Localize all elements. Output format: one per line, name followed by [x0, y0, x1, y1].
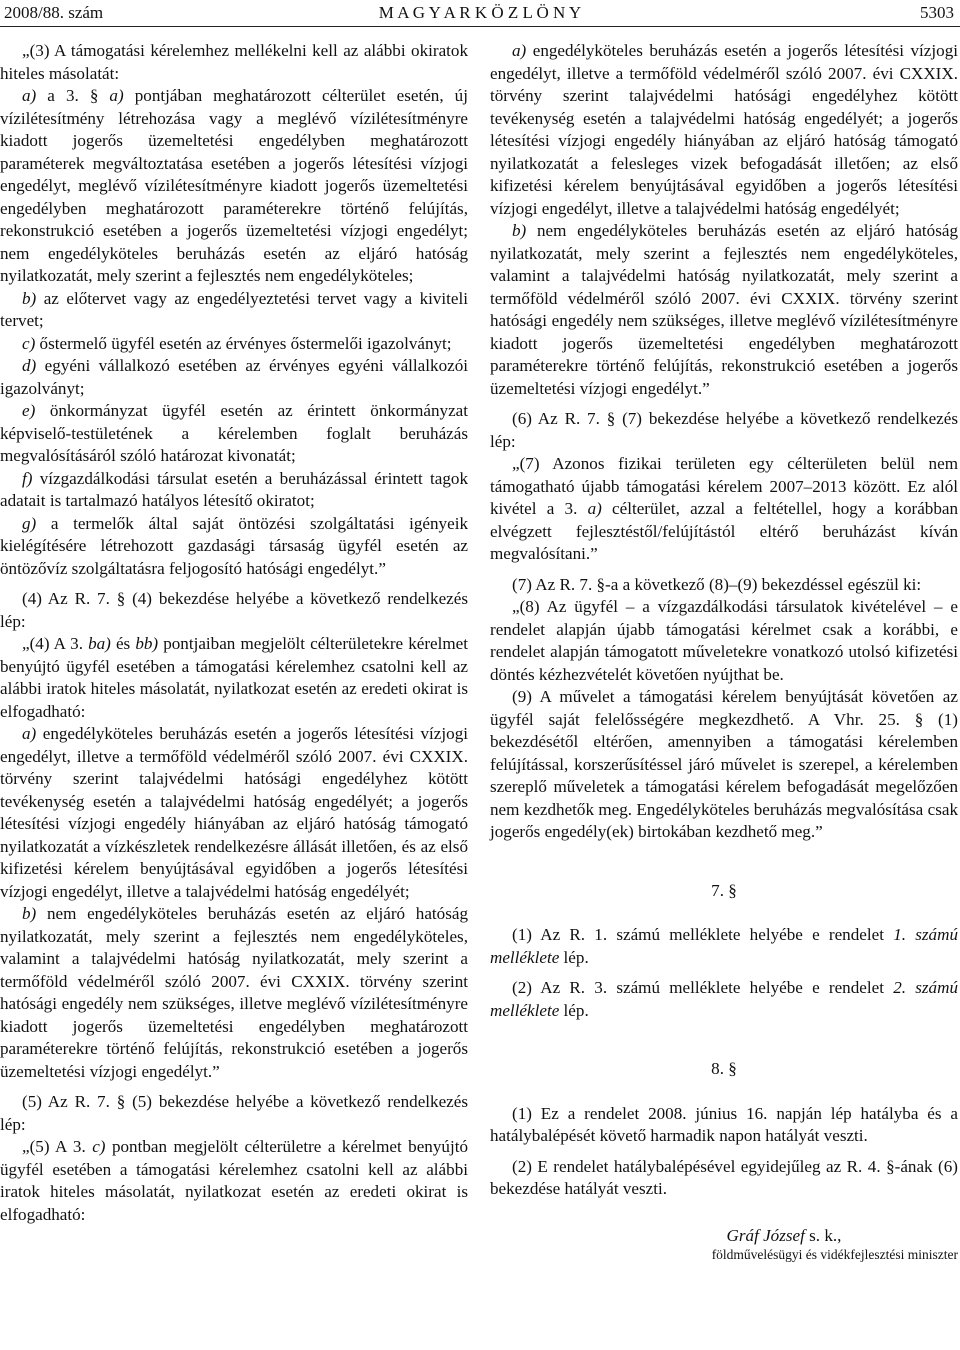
text: pontjaiban megjelölt célterületekre kérelmet benyújtó ügyfél esetében a támogatási kérelemhez csatolni kell az alábbi iratok hiteles másolatát, nyilatkozat esetén az eredeti okirat is elfogadható: [0, 634, 468, 721]
paragraph: „(8) Az ügyfél – a vízgazdálkodási társulatok kivételével – e rendelet alapján újabb támogatási kérelmet csak a korábbi, e rendelet alapján támogatott műveletekre vonatkozó utolsó kifizetési döntés kézhezvételét követően nyújthat be. [490, 597, 958, 684]
paragraph [490, 220, 958, 400]
list-marker: e) [22, 401, 36, 420]
list-marker: b) [512, 221, 527, 240]
ref-italic: bb) [135, 634, 159, 653]
list-marker: f) [22, 468, 33, 488]
list-marker: b) [22, 288, 37, 308]
paragraph [0, 723, 468, 903]
list-marker: b) [22, 904, 37, 923]
text: önkormányzat ügyfél esetén az érintett önkormányzat képviselő-testületének a kérelemben foglalt beruházás megvalósításáról szóló határozat kivonatát; [0, 401, 468, 465]
paragraph [490, 977, 958, 1022]
page-header [0, 0, 960, 27]
paragraph: (4) Az R. 7. § (4) bekezdése helyébe a következő rendelkezés lép: [0, 589, 468, 631]
paragraph [490, 924, 958, 969]
signature-name [490, 1225, 958, 1248]
paragraph [0, 1136, 468, 1226]
text: pontban megjelölt célterületre a kérelmet benyújtó ügyfél esetében a támogatási kérelemhez csatolni kell az alábbi iratok hiteles másolatát, nyilatkozat esetén az eredeti okirat is elfogadható: [0, 1137, 468, 1224]
signature-title: földművelésügyi és vidékfejlesztési miniszter [711, 1247, 958, 1262]
text: célterület, azzal a feltétellel, hogy a korábban elvégzett fejlesztéstől/felújítástól eltérő beruházást kíván megvalósítani.” [490, 499, 959, 563]
signer-name: Gráf József [726, 1225, 805, 1245]
text: „(7) Azonos fizikai területen egy célterületen belül nem támogatható újabb támogatási kérelem 2007–2013 között. Ez alól kivétel a 3. [490, 454, 958, 518]
ref-italic: 1. számú melléklete [490, 925, 958, 967]
text: a termelők által saját öntözési szolgáltatási igényeik kielégítésére létrehozott gazdasági társaság ügyfél esetén az öntözővíz szolgáltatásra feljogosító hatósági engedélyt.” [0, 513, 468, 578]
ref-italic: a) [109, 86, 124, 105]
text: „(5) A 3. [22, 1137, 93, 1156]
text: engedélyköteles beruházás esetén a jogerős létesítési vízjogi engedélyt, illetve a termőföld védelméről szóló 2007. évi CXXIX. törvény szerint talajvédelmi hatósági engedélyhez kötött tevékenység esetén a talajvédelmi hatóság engedélyét; a jogerős létesítési vízjogi engedély hiányában az eljáró hatóság támogató nyilatkozatát a felesleges vizek befogadását illetően; az első kifizetési kérelem benyújtásával egyidőben a jogerős létesítési vízjogi engedélyt, illetve a talajvédelmi hatóság engedélyét; [490, 41, 958, 218]
ref-italic: c) [92, 1137, 106, 1156]
paragraph [0, 333, 468, 356]
paragraph [0, 468, 468, 513]
list-marker: a) [512, 41, 527, 60]
paragraph [490, 40, 958, 220]
text: (2) Az R. 3. számú melléklete helyébe e rendelet [512, 978, 894, 997]
paragraph: (6) Az R. 7. § (7) bekezdése helyébe a következő rendelkezés lép: [490, 409, 958, 451]
paragraph: (5) Az R. 7. § (5) bekezdése helyébe a következő rendelkezés lép: [0, 1092, 468, 1134]
section-heading: 7. § [711, 880, 737, 900]
text: lép. [559, 1000, 589, 1020]
text: vízgazdálkodási társulat esetén a beruházással érintett tagok adatait is tartalmazó hatályos létesítő okiratot; [0, 468, 468, 510]
section-heading: 8. § [711, 1059, 737, 1078]
paragraph: a) a 3. § a) pontjában meghatározott célterület esetén, új vízilétesítmény létrehozása vagy a meglévő vízilétesítményre kiadott jogerős üzemeltetési engedélyben meghatározott paraméterek megváltoztatása esetében a jogerős létesítési vízjogi engedélyt, meglévő vízilétesítményre kiadott jogerős üzemeltetési engedélyben meghatározott paraméterekre történő felújítás, rekonstrukció esetében a jogerős üzemeltetési vízjogi engedélyt; nem engedélyköteles beruházás esetén az eljáró hatóság nyilatkozatát, mely szerint a fejlesztés nem engedélyköteles; [0, 86, 468, 285]
list-marker: a) [22, 86, 37, 105]
paragraph [0, 288, 468, 333]
text: az előtervet vagy az engedélyeztetési tervet vagy a kiviteli tervet; [0, 288, 468, 330]
paragraph [0, 513, 468, 581]
text: „(4) A 3. [22, 634, 89, 653]
page-number: 5303 [920, 3, 954, 22]
paragraph [0, 355, 468, 400]
text: nem engedélyköteles beruházás esetén az eljáró hatóság nyilatkozatát, mely szerint a fejlesztés nem engedélyköteles, valamint a talajvédelmi hatóság nyilatkozatát, mely szerint a termőföld védelméről szóló 2007. évi CXXIX. törvény szerint hatósági engedély nem szükséges, illetve meglévő vízilétesítményre kiadott jogerős üzemeltetési engedélyben meghatározott paraméterekre történő felújítás, rekonstrukció esetében a jogerős üzemeltetési vízjogi engedélyt.” [490, 221, 958, 398]
left-column [0, 40, 468, 1226]
text: engedélyköteles beruházás esetén a jogerős létesítési vízjogi engedélyt, illetve a termőföld védelméről szóló 2007. évi CXXIX. törvény szerint talajvédelmi hatósági engedélyhez kötött tevékenység esetén a talajvédelmi hatóság engedélyét; a jogerős létesítési vízjogi engedély hiányában az eljáró hatóság támogató nyilatkozatát a vízkészletek rendelkezésre állását illetően, és az első kifizetési kérelem benyújtásával egyidőben a jogerős létesítési vízjogi engedélyt, illetve a talajvédelmi hatóság engedélyét; [0, 724, 468, 901]
ref-italic: 2. számú melléklete [490, 978, 958, 1020]
paragraph [0, 400, 468, 468]
text: őstermelő ügyfél esetén az érvényes őstermelői igazolványt; [35, 333, 452, 353]
text: nem engedélyköteles beruházás esetén az eljáró hatóság nyilatkozatát, mely szerint a fejlesztés nem engedélyköteles, valamint a talajvédelmi hatóság nyilatkozatát, mely szerint a termőföld védelméről szóló 2007. évi CXXIX. törvény szerint hatósági engedély nem szükséges, illetve meglévő vízilétesítményre kiadott jogerős üzemeltetési engedélyben meghatározott paraméterekre történő felújítás, rekonstrukció esetében a jogerős üzemeltetési vízjogi engedélyt.” [0, 904, 468, 1081]
paragraph [490, 453, 958, 566]
paragraph: (1) Ez a rendelet 2008. június 16. napján lép hatályba és a hatálybalépését követő harmadik napon hatályát veszti. [490, 1103, 958, 1145]
issue-number: 2008/88. szám [4, 3, 104, 22]
list-marker: d) [22, 356, 37, 375]
text: egyéni vállalkozó esetében az érvényes egyéni vállalkozói igazolványt; [0, 356, 468, 398]
paragraph: (2) E rendelet hatálybalépésével egyidejűleg az R. 4. §-ának (6) bekezdése hatályát veszti. [490, 1156, 958, 1198]
text: pontjában meghatározott célterület esetén, új vízilétesítmény létrehozása vagy a meglévő vízilétesítményre kiadott jogerős üzemeltetési engedélyben meghatározott paraméterek megváltoztatása esetében a jogerős létesítési vízjogi engedélyt, meglévő vízilétesítményre kiadott jogerős üzemeltetési engedélyben meghatározott paraméterekre történő felújítás, rekonstrukció esetében a jogerős üzemeltetési vízjogi engedélyt; nem engedélyköteles beruházás esetén az eljáró hatóság nyilatkozatát, mely szerint a fejlesztés nem engedélyköteles; [0, 86, 468, 285]
paragraph: „(3) A támogatási kérelemhez mellékelni kell az alábbi okiratok hiteles másolatát: [0, 41, 468, 83]
publication-title: M A G Y A R K Ö Z L Ö N Y [378, 3, 582, 22]
signer-suffix: s. k., [804, 1225, 842, 1245]
paragraph: (7) Az R. 7. §-a a következő (8)–(9) bekezdéssel egészül ki: [512, 574, 922, 594]
paragraph [0, 633, 468, 723]
ref-italic: ba) [88, 634, 111, 653]
list-marker: g) [22, 513, 37, 533]
list-marker: a) [22, 724, 37, 743]
paragraph: (9) A művelet a támogatási kérelem benyújtását követően az ügyfél saját felelősségére megkezdhető. A Vhr. 25. § (1) bekezdésétől eltérően, amennyiben a támogatási kérelemben felújítással, korszerűsítéssel járó művelet is szerepel, a kérelemben szereplő műveletek a támogatási kérelem befogadását megelőzően nem kezdhetők meg. Engedélyköteles beruházás megvalósítása csak jogerős engedély(ek) birtokában kezdhető meg.” [490, 687, 958, 841]
paragraph [0, 903, 468, 1083]
text: (1) Az R. 1. számú melléklete helyébe e rendelet [512, 925, 894, 944]
right-column [490, 40, 958, 1263]
list-marker: c) [22, 333, 36, 353]
text: és [110, 634, 136, 653]
text: lép. [559, 947, 589, 967]
ref-italic: a) [587, 499, 602, 518]
